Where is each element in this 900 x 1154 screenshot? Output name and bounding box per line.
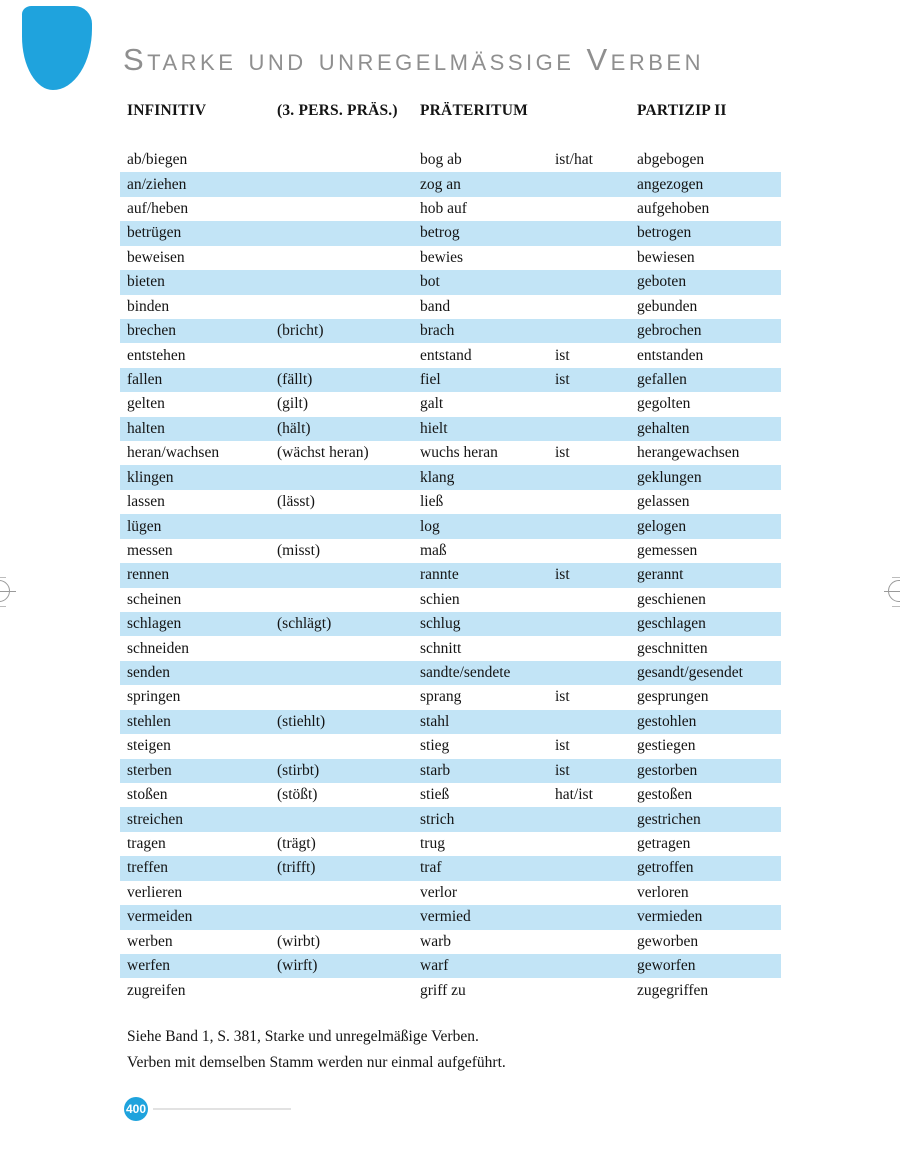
cell-praeteritum: stieg <box>420 737 450 755</box>
cell-partizip: gemessen <box>637 541 698 559</box>
cell-praeteritum: schlug <box>420 615 461 633</box>
cell-praesens: (schlägt) <box>277 615 332 633</box>
cell-praeteritum: band <box>420 297 451 315</box>
cell-aux: ist <box>555 371 570 388</box>
cell-aux: hat/ist <box>555 786 593 804</box>
cell-infinitiv: springen <box>127 688 181 706</box>
cell-praeteritum: bog ab <box>420 151 462 169</box>
cell-partizip: abgebogen <box>637 151 705 169</box>
table-row <box>120 246 781 270</box>
cell-infinitiv: scheinen <box>127 590 182 608</box>
cell-infinitiv: ab/biegen <box>127 151 188 169</box>
table-row <box>120 588 781 612</box>
cell-praeteritum: bewies <box>420 248 464 266</box>
table-row <box>120 759 781 783</box>
cell-praesens: (stirbt) <box>277 761 320 779</box>
table-row <box>120 343 781 367</box>
cell-praeteritum: schnitt <box>420 639 462 657</box>
cell-partizip: aufgehoben <box>637 200 710 218</box>
cell-infinitiv: schlagen <box>127 615 182 633</box>
table-row <box>120 197 781 221</box>
registration-tick-icon <box>892 577 900 578</box>
cell-praeteritum: klang <box>420 468 455 486</box>
cell-praeteritum: fiel <box>420 371 441 388</box>
cell-partizip: vermieden <box>637 908 703 926</box>
cell-praeteritum: zog an <box>420 175 461 193</box>
cell-partizip: gerannt <box>637 566 684 584</box>
cell-praeteritum: hielt <box>420 419 448 437</box>
cell-infinitiv: zugreifen <box>127 981 186 999</box>
cell-infinitiv: entstehen <box>127 346 186 364</box>
cell-aux: ist <box>555 566 570 584</box>
cell-praeteritum: sandte/sendete <box>420 664 511 682</box>
cell-praeteritum: warf <box>420 957 449 975</box>
footnote-line: Verben mit demselben Stamm werden nur einmal aufgeführt. <box>127 1054 506 1071</box>
cell-partizip: herangewachsen <box>637 444 740 462</box>
cell-infinitiv: beweisen <box>127 248 185 266</box>
cell-praeteritum: maß <box>420 541 447 559</box>
cell-partizip: verloren <box>637 883 689 901</box>
cell-aux: ist <box>555 688 570 706</box>
cell-partizip: gefallen <box>637 371 687 388</box>
cell-infinitiv: verlieren <box>127 883 183 901</box>
cell-infinitiv: tragen <box>127 835 166 853</box>
cell-infinitiv: sterben <box>127 761 172 779</box>
cell-infinitiv: werfen <box>127 957 171 975</box>
footnotes <box>127 1024 506 1076</box>
cell-infinitiv: stoßen <box>127 786 168 804</box>
table-row <box>120 661 781 685</box>
cell-infinitiv: streichen <box>127 810 183 828</box>
cell-praesens: (hält) <box>277 419 311 437</box>
cell-praesens: (wächst heran) <box>277 444 369 462</box>
cell-praeteritum: vermied <box>420 908 471 926</box>
table-row <box>120 441 781 465</box>
table-row <box>120 905 781 929</box>
corner-decoration <box>22 6 92 90</box>
cell-partizip: gebunden <box>637 297 698 315</box>
cell-infinitiv: gelten <box>127 395 165 413</box>
cell-aux: ist <box>555 346 570 364</box>
cell-praesens: (misst) <box>277 541 321 559</box>
cell-infinitiv: treffen <box>127 859 169 877</box>
cell-praeteritum: stahl <box>420 712 450 730</box>
cell-infinitiv: auf/heben <box>127 200 189 218</box>
registration-line-icon <box>884 591 900 592</box>
cell-infinitiv: lassen <box>127 493 165 511</box>
cell-infinitiv: heran/wachsen <box>127 444 220 462</box>
cell-aux: ist <box>555 761 570 779</box>
table-row <box>120 881 781 905</box>
cell-aux: ist <box>555 737 570 755</box>
cell-partizip: geschnitten <box>637 639 708 657</box>
cell-partizip: geschienen <box>637 590 706 608</box>
cell-partizip: getragen <box>637 835 691 853</box>
cell-praeteritum: strich <box>420 810 455 828</box>
table-row <box>120 734 781 758</box>
cell-infinitiv: brechen <box>127 322 177 340</box>
table-row <box>120 978 781 1002</box>
cell-aux: ist/hat <box>555 151 593 169</box>
table-row <box>120 514 781 538</box>
cell-praesens: (stiehlt) <box>277 712 326 730</box>
cell-partizip: gestorben <box>637 761 698 779</box>
registration-tick-icon <box>892 606 900 607</box>
table-row <box>120 148 781 172</box>
page-title: Starke und unregelmässige Verben <box>123 42 704 77</box>
cell-praeteritum: griff zu <box>420 981 466 999</box>
table-row <box>120 856 781 880</box>
cell-partizip: getroffen <box>637 859 694 877</box>
cell-infinitiv: lügen <box>127 517 162 535</box>
table-row <box>120 636 781 660</box>
cell-praeteritum: starb <box>420 761 451 779</box>
table-row <box>120 465 781 489</box>
cell-partizip: zugegriffen <box>637 981 709 999</box>
cell-praesens: (bricht) <box>277 322 324 340</box>
cell-praeteritum: brach <box>420 322 455 340</box>
table-row <box>120 710 781 734</box>
cell-infinitiv: messen <box>127 541 173 559</box>
cell-infinitiv: werben <box>127 932 173 950</box>
cell-infinitiv: an/ziehen <box>127 175 187 193</box>
cell-infinitiv: betrügen <box>127 224 182 242</box>
verb-table-body <box>120 148 781 1003</box>
cell-praeteritum: trug <box>420 835 445 853</box>
table-row <box>120 295 781 319</box>
cell-praeteritum: sprang <box>420 688 462 706</box>
page-footer <box>124 1097 291 1121</box>
cell-infinitiv: steigen <box>127 737 171 755</box>
cell-praeteritum: verlor <box>420 883 458 901</box>
table-row <box>120 368 781 392</box>
table-row <box>120 417 781 441</box>
table-row <box>120 392 781 416</box>
page-number-badge: 400 <box>124 1097 148 1121</box>
cell-infinitiv: senden <box>127 664 171 682</box>
table-row <box>120 832 781 856</box>
cell-praeteritum: stieß <box>420 786 450 804</box>
cell-praesens: (stößt) <box>277 786 318 804</box>
cell-partizip: geboten <box>637 273 687 291</box>
registration-mark-left <box>0 577 16 607</box>
registration-line-icon <box>0 591 16 592</box>
cell-partizip: gestiegen <box>637 737 696 755</box>
table-row <box>120 490 781 514</box>
table-row <box>120 270 781 294</box>
cell-praesens: (wirbt) <box>277 932 321 950</box>
table-row <box>120 563 781 587</box>
cell-infinitiv: fallen <box>127 371 163 388</box>
cell-praesens: (gilt) <box>277 395 308 413</box>
cell-partizip: entstanden <box>637 346 704 364</box>
cell-infinitiv: binden <box>127 297 170 315</box>
cell-partizip: betrogen <box>637 224 692 242</box>
table-row <box>120 807 781 831</box>
cell-partizip: angezogen <box>637 175 704 193</box>
cell-infinitiv: bieten <box>127 273 165 291</box>
header-aux-spacer <box>555 102 637 120</box>
cell-praesens: (trägt) <box>277 835 316 853</box>
table-row <box>120 954 781 978</box>
cell-praeteritum: log <box>420 517 440 535</box>
cell-infinitiv: rennen <box>127 566 170 584</box>
cell-partizip: gebrochen <box>637 322 702 340</box>
cell-partizip: geworfen <box>637 957 696 975</box>
cell-partizip: gestohlen <box>637 712 697 730</box>
cell-partizip: bewiesen <box>637 248 695 266</box>
cell-praesens: (lässt) <box>277 493 315 511</box>
cell-praesens: (wirft) <box>277 957 318 975</box>
footnote-line: Siehe Band 1, S. 381, Starke und unregelmäßige Verben. <box>127 1028 479 1045</box>
cell-partizip: gelogen <box>637 517 687 535</box>
cell-partizip: gestrichen <box>637 810 701 828</box>
table-row <box>120 685 781 709</box>
cell-praeteritum: rannte <box>420 566 459 584</box>
cell-praeteritum: betrog <box>420 224 460 242</box>
cell-praeteritum: traf <box>420 859 442 877</box>
cell-partizip: gesprungen <box>637 688 709 706</box>
cell-infinitiv: schneiden <box>127 639 189 657</box>
footer-rule <box>153 1108 291 1110</box>
cell-partizip: gegolten <box>637 395 691 413</box>
cell-partizip: gesandt/gesendet <box>637 664 743 682</box>
header-infinitiv: INFINITIV <box>127 102 207 119</box>
cell-praesens: (trifft) <box>277 859 316 877</box>
cell-infinitiv: klingen <box>127 468 174 486</box>
table-row <box>120 172 781 196</box>
table-header-row <box>120 102 781 120</box>
table-row <box>120 221 781 245</box>
cell-aux: ist <box>555 444 570 462</box>
cell-partizip: gehalten <box>637 419 690 437</box>
cell-partizip: geschlagen <box>637 615 706 633</box>
cell-praeteritum: galt <box>420 395 444 413</box>
registration-mark-right <box>884 577 900 607</box>
cell-infinitiv: vermeiden <box>127 908 193 926</box>
header-partizip: PARTIZIP II <box>637 102 727 119</box>
cell-praeteritum: entstand <box>420 346 472 364</box>
cell-partizip: geklungen <box>637 468 702 486</box>
table-row <box>120 783 781 807</box>
cell-infinitiv: stehlen <box>127 712 171 730</box>
cell-partizip: gestoßen <box>637 786 693 804</box>
cell-praeteritum: schien <box>420 590 460 608</box>
cell-partizip: geworben <box>637 932 699 950</box>
table-row <box>120 539 781 563</box>
header-praesens: (3. PERS. PRÄS.) <box>277 102 398 119</box>
header-praeteritum: PRÄTERITUM <box>420 102 528 119</box>
cell-praeteritum: warb <box>420 932 451 950</box>
table-row <box>120 930 781 954</box>
cell-praesens: (fällt) <box>277 371 313 388</box>
registration-tick-icon <box>0 577 6 578</box>
table-row <box>120 612 781 636</box>
registration-tick-icon <box>0 606 6 607</box>
cell-praeteritum: ließ <box>420 493 444 511</box>
table-row <box>120 319 781 343</box>
cell-partizip: gelassen <box>637 493 690 511</box>
cell-praeteritum: wuchs heran <box>420 444 498 462</box>
cell-praeteritum: hob auf <box>420 200 467 218</box>
cell-praeteritum: bot <box>420 273 440 291</box>
cell-infinitiv: halten <box>127 419 165 437</box>
